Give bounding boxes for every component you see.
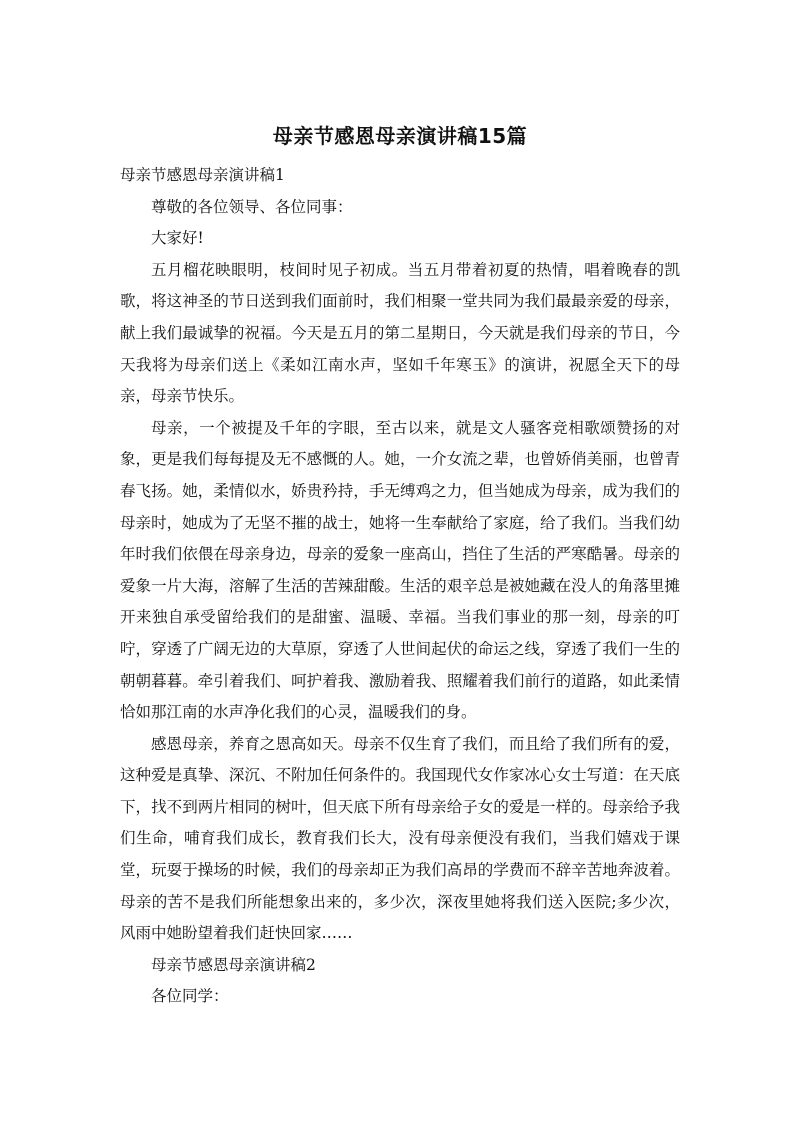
- salutation: 各位同学：: [151, 987, 229, 1006]
- body-paragraph: 感恩母亲，养育之恩高如天。母亲不仅生育了我们，而且给了我们所有的爱，这种爱是真挚、深沉、不附加任何条件的。我国现代女作家冰心女士写道：在天底下，找不到两片相同的树叶，但天底下所有母亲给子女的爱是一样的。母亲给予我们生命，哺育我们成长，教育我们长大，没有母亲便没有我们，当我们嬉戏于课堂，玩耍于操场的时候，我们的母亲却正为我们高昂的学费而不辞辛苦地奔波着。母亲的苦不是我们所能想象出来的，多少次，深夜里她将我们送入医院;多少次，风雨中她盼望着我们赶快回家……: [120, 734, 680, 943]
- body-paragraph: 母亲，一个被提及千年的字眼，至古以来，就是文人骚客竞相歌颂赞扬的对象，更是我们每每提及无不感慨的人。她，一介女流之辈，也曾娇俏美丽，也曾青春飞扬。她，柔情似水，娇贵矜持，手无缚鸡之力，但当她成为母亲，成为我们的母亲时，她成为了无坚不摧的战士，她将一生奉献给了家庭，给了我们。当我们幼年时我们依偎在母亲身边，母亲的爱象一座高山，挡住了生活的严寒酷暑。母亲的爱象一片大海，溶解了生活的苦辣甜酸。生活的艰辛总是被她藏在没人的角落里摊开来独自承受留给我们的是甜蜜、温暖、幸福。当我们事业的那一刻，母亲的叮咛，穿透了广阔无边的大草原，穿透了人世间起伏的命运之线，穿透了我们一生的朝朝暮暮。牵引着我们、呵护着我、激励着我、照耀着我们前行的道路，如此柔情恰如那江南的水声净化我们的心灵，温暖我们的身。: [120, 418, 680, 722]
- document-title: 母亲节感恩母亲演讲稿15篇: [272, 124, 528, 148]
- section-heading: 母亲节感恩母亲演讲稿1: [120, 166, 285, 184]
- salutation: 尊敬的各位领导、各位同事：: [151, 197, 353, 216]
- section-heading: 母亲节感恩母亲演讲稿2: [151, 955, 316, 974]
- document-body: [120, 160, 680, 1013]
- greeting: 大家好!: [151, 229, 204, 248]
- body-paragraph: 五月榴花映眼明，枝间时见子初成。当五月带着初夏的热情，唱着晚春的凯歌，将这神圣的节日送到我们面前时，我们相聚一堂共同为我们最最亲爱的母亲，献上我们最诚挚的祝福。今天是五月的第二星期日，今天就是我们母亲的节日，今天我将为母亲们送上《柔如江南水声，坚如千年寒玉》的演讲，祝愿全天下的母亲，母亲节快乐。: [120, 260, 680, 406]
